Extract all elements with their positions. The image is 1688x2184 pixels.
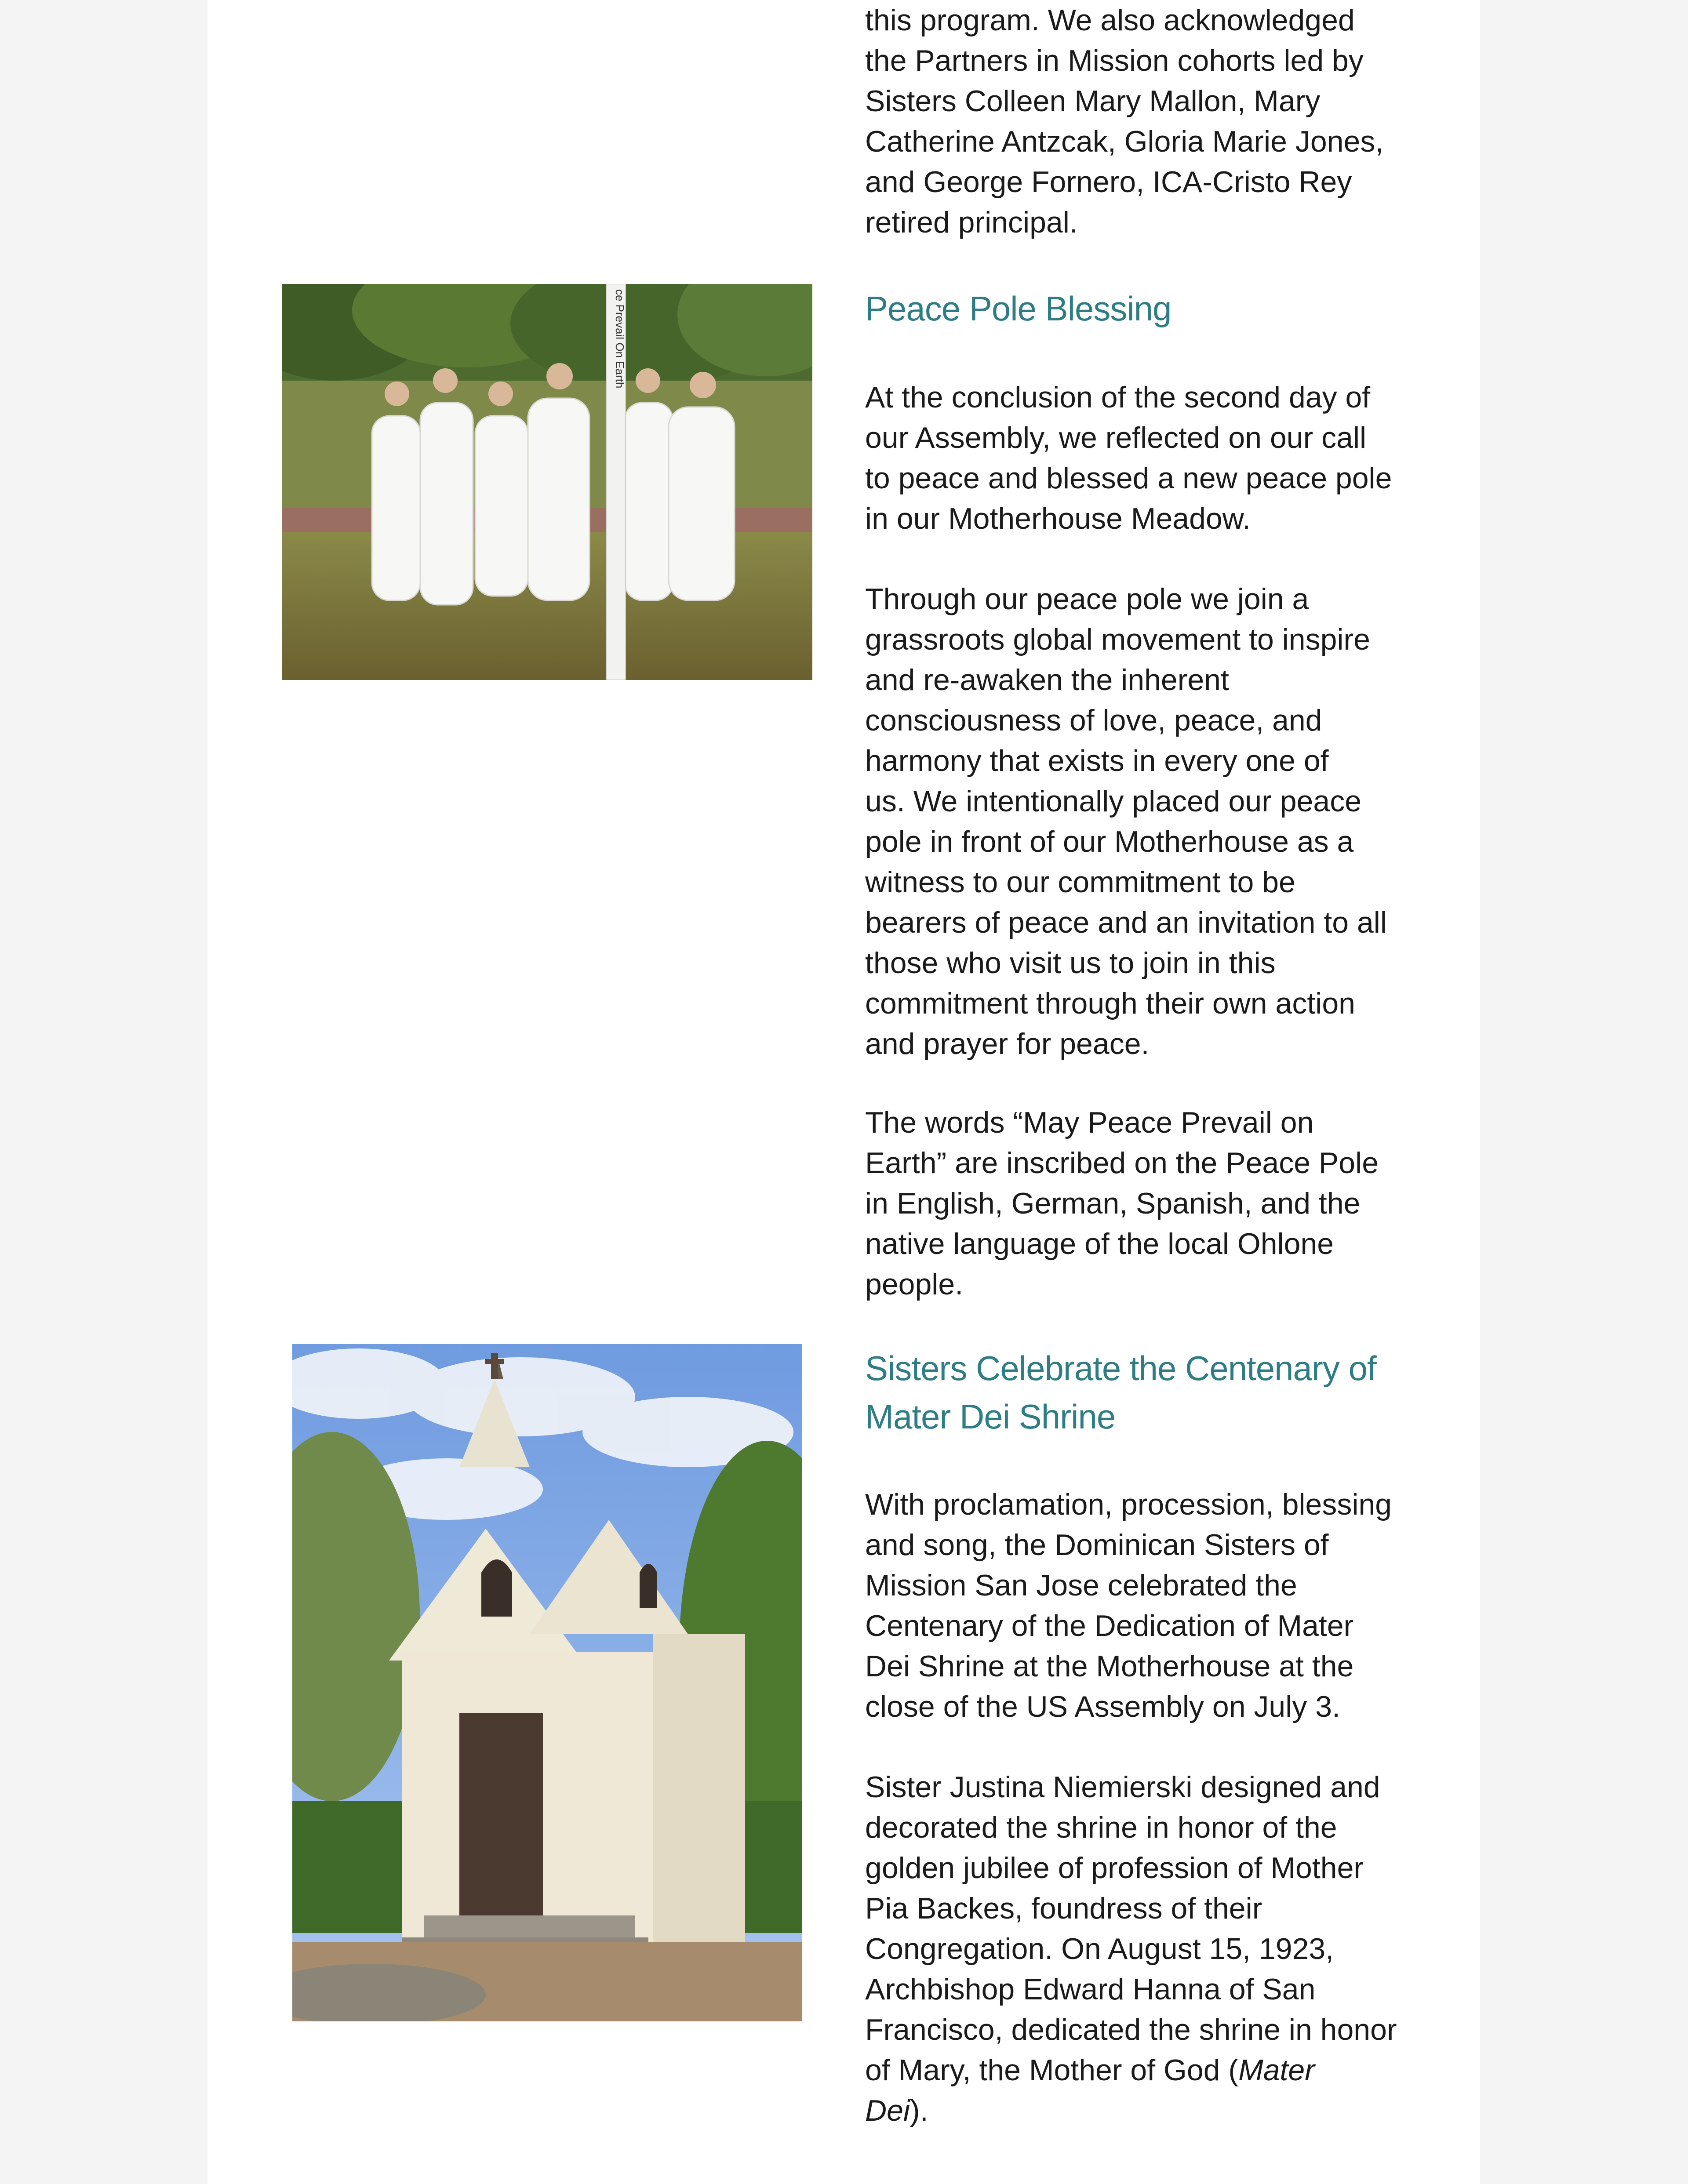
shrine-heading (865, 1344, 1410, 1441)
text-line: native language of the local Ohlone (865, 1227, 1334, 1261)
text-line: and song, the Dominican Sisters of (865, 1528, 1329, 1562)
text-line: Centenary of the Dedication of Mater (865, 1609, 1354, 1643)
text-line: pole in front of our Motherhouse as a (865, 825, 1354, 858)
text-line: bearers of peace and an invitation to all (865, 906, 1387, 939)
text-line: With proclamation, procession, blessing (865, 1488, 1392, 1521)
text-line: Dei Shrine at the Motherhouse at the (865, 1650, 1354, 1683)
intro-line: and George Fornero, ICA-Cristo Rey (865, 165, 1352, 199)
shrine-paragraph-1 (865, 1484, 1410, 1727)
text-line: grassroots global movement to inspire (865, 623, 1370, 656)
text-line: our Assembly, we reflected on our call (865, 421, 1367, 454)
italic-text: Dei (865, 2094, 910, 2127)
shrine-heading-line: Sisters Celebrate the Centenary of (865, 1349, 1376, 1388)
text-line: Mission San Jose celebrated the (865, 1569, 1297, 1602)
peace-pole-photo (282, 284, 812, 680)
text-line: close of the US Assembly on July 3. (865, 1690, 1340, 1723)
text-line: Congregation. On August 15, 1923, (865, 1932, 1334, 1966)
text-line: us. We intentionally placed our peace (865, 785, 1362, 818)
peace-pole-paragraph-1 (865, 377, 1410, 539)
text-line: witness to our commitment to be (865, 865, 1295, 899)
italic-text: Mater (1238, 2053, 1315, 2087)
intro-line: Catherine Antzcak, Gloria Marie Jones, (865, 125, 1384, 158)
text-line: those who visit us to join in this (865, 946, 1276, 980)
text-line: harmony that exists in every one of (865, 744, 1329, 778)
text-line: commitment through their own action (865, 987, 1355, 1020)
intro-line: Sisters Colleen Mary Mallon, Mary (865, 84, 1321, 118)
text-line: Sister Justina Niemierski designed and (865, 1770, 1380, 1804)
text-line: Francisco, dedicated the shrine in honor (865, 2013, 1397, 2046)
intro-line: retired principal. (865, 206, 1078, 239)
text-line: Pia Backes, foundress of their (865, 1892, 1262, 1925)
text-line: ). (910, 2094, 928, 2127)
peace-pole-heading: Peace Pole Blessing (865, 289, 1171, 328)
text-line: Earth” are inscribed on the Peace Pole (865, 1146, 1379, 1180)
text-line: The words “May Peace Prevail on (865, 1106, 1314, 1139)
text-line: At the conclusion of the second day of (865, 381, 1371, 414)
text-line: golden jubilee of profession of Mother (865, 1851, 1364, 1885)
text-line: to peace and blessed a new peace pole (865, 462, 1392, 495)
peace-pole-paragraph-3 (865, 1102, 1410, 1305)
intro-line: this program. We also acknowledged (865, 4, 1355, 37)
text-line: in English, German, Spanish, and the (865, 1187, 1361, 1220)
shrine-heading-line: Mater Dei Shrine (865, 1397, 1116, 1436)
text-line: Archbishop Edward Hanna of San (865, 1973, 1316, 2006)
shrine-paragraph-2 (865, 1767, 1410, 2131)
text-line: and prayer for peace. (865, 1027, 1150, 1061)
mater-dei-shrine-photo (292, 1344, 802, 2021)
text-line: in our Motherhouse Meadow. (865, 502, 1251, 535)
pole-inscription-text: ce Prevail On Earth (613, 289, 626, 389)
text-line: decorated the shrine in honor of the (865, 1811, 1337, 1844)
intro-line: the Partners in Mission cohorts led by (865, 44, 1364, 77)
text-line: consciousness of love, peace, and (865, 704, 1322, 737)
text-line: Through our peace pole we join a (865, 582, 1309, 616)
intro-paragraph (865, 0, 1410, 243)
text-line: of Mary, the Mother of God ( (865, 2053, 1239, 2087)
peace-pole-paragraph-2 (865, 579, 1410, 1064)
text-line: and re-awaken the inherent (865, 663, 1229, 697)
text-line: people. (865, 1268, 964, 1301)
